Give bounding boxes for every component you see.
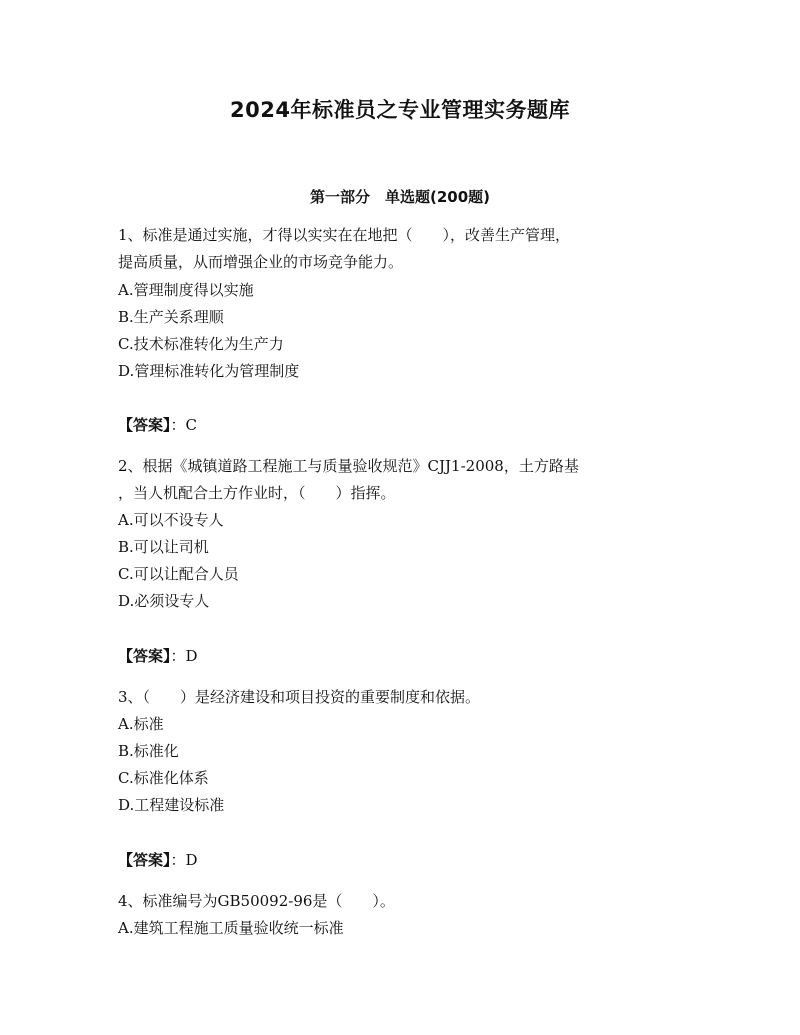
answer-label: 【答案】 xyxy=(118,416,171,434)
question-1-option-a: A.管理制度得以实施 xyxy=(118,281,254,299)
question-3-answer xyxy=(118,847,688,874)
question-2-answer xyxy=(118,643,688,670)
question-4-option-a: A.建筑工程施工质量验收统一标准 xyxy=(118,919,344,937)
question-1-option-c: C.技术标准转化为生产力 xyxy=(118,335,284,353)
question-2-option-a: A.可以不设专人 xyxy=(118,511,224,529)
question-3-option-d: D.工程建设标准 xyxy=(118,796,225,814)
answer-value: ：D xyxy=(170,851,198,869)
answer-label: 【答案】 xyxy=(118,647,171,665)
question-1-answer xyxy=(118,412,688,439)
question-3-option-b: B.标准化 xyxy=(118,742,179,760)
question-1-stem-line-2: 提高质量，从而增强企业的市场竞争能力。 xyxy=(118,253,404,271)
question-2-stem-line-2: ，当人机配合土方作业时，（ ）指挥。 xyxy=(118,484,396,502)
question-2-stem-line-1: 2、根据《城镇道路工程施工与质量验收规范》CJJ1-2008，土方路基 xyxy=(118,457,579,475)
answer-value: ：C xyxy=(170,416,197,434)
question-3-option-a: A.标准 xyxy=(118,715,164,733)
question-2-option-c: C.可以让配合人员 xyxy=(118,565,239,583)
question-1-option-d: D.管理标准转化为管理制度 xyxy=(118,362,300,380)
question-2-option-d: D.必须设专人 xyxy=(118,592,210,610)
question-4-stem-line-1: 4、标准编号为GB50092-96是（ ）。 xyxy=(118,892,395,910)
answer-value: ：D xyxy=(170,647,198,665)
section-title: 第一部分 单选题(200题) xyxy=(309,188,491,206)
question-1-stem-line-1: 1、标准是通过实施，才得以实实在在地把（ ），改善生产管理， xyxy=(118,226,571,244)
question-2-option-b: B.可以让司机 xyxy=(118,538,209,556)
question-3-option-c: C.标准化体系 xyxy=(118,769,209,787)
page-title: 2024年标准员之专业管理实务题库 xyxy=(230,98,570,122)
answer-label: 【答案】 xyxy=(118,851,171,869)
question-3-stem-line-1: 3、（ ）是经济建设和项目投资的重要制度和依据。 xyxy=(118,688,481,706)
question-1-option-b: B.生产关系理顺 xyxy=(118,308,224,326)
